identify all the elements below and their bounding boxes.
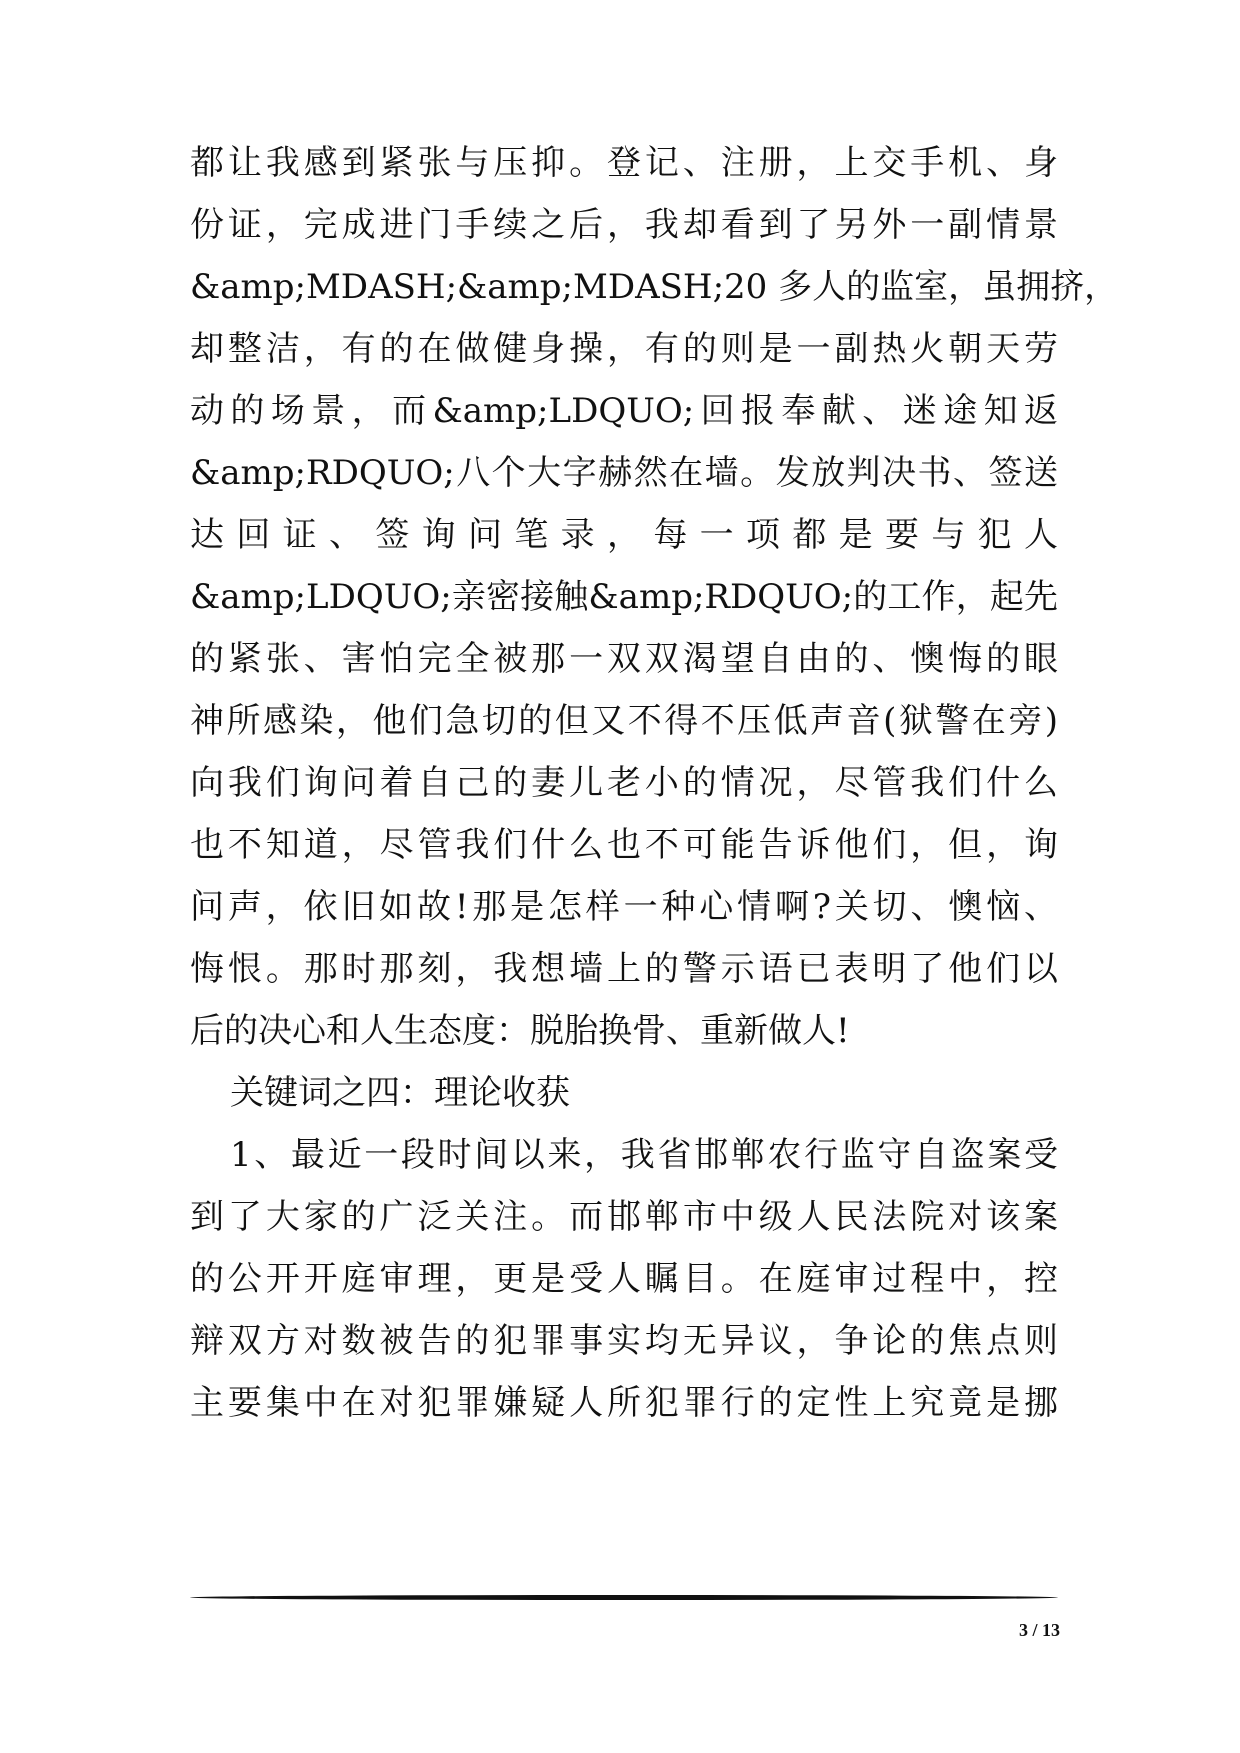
body-text-line: 动的场景，而&amp;LDQUO;回报奉献、迷途知返 (190, 391, 1058, 431)
body-text-line: 的公开开庭审理，更是受人瞩目。在庭审过程中，控 (190, 1259, 1058, 1299)
body-text-line: 都让我感到紧张与压抑。登记、注册，上交手机、身 (190, 143, 1058, 183)
body-text-line: 1、最近一段时间以来，我省邯郸农行监守自盗案受 (230, 1135, 1058, 1175)
body-text-line: 的紧张、害怕完全被那一双双渴望自由的、懊悔的眼 (190, 639, 1058, 679)
body-text-line: 到了大家的广泛关注。而邯郸市中级人民法院对该案 (190, 1197, 1058, 1237)
body-text-line: 辩双方对数被告的犯罪事实均无异议，争论的焦点则 (190, 1321, 1058, 1361)
body-text-line: &amp;LDQUO;亲密接触&amp;RDQUO;的工作，起先 (190, 577, 1058, 617)
page-number: 3 / 13 (1018, 1620, 1060, 1640)
body-text-line: &amp;RDQUO;八个大字赫然在墙。发放判决书、签送 (190, 453, 1058, 493)
section-heading: 关键词之四：理论收获 (230, 1073, 570, 1113)
body-text-line: 后的决心和人生态度：脱胎换骨、重新做人! (190, 1011, 850, 1051)
body-text-line: 悔恨。那时那刻，我想墙上的警示语已表明了他们以 (190, 949, 1058, 989)
body-text-line: 神所感染，他们急切的但又不得不压低声音(狱警在旁) (190, 701, 1058, 741)
body-text-line: 份证，完成进门手续之后，我却看到了另外一副情景 (190, 205, 1058, 245)
footer-divider (190, 1595, 1058, 1600)
body-text-line: 问声，依旧如故!那是怎样一种心情啊?关切、懊恼、 (190, 887, 1058, 927)
body-text-line: &amp;MDASH;&amp;MDASH;20 多人的监室，虽拥挤， (190, 267, 1119, 307)
body-text-line: 向我们询问着自己的妻儿老小的情况，尽管我们什么 (190, 763, 1058, 803)
body-text-line: 却整洁，有的在做健身操，有的则是一副热火朝天劳 (190, 329, 1058, 369)
body-text-line: 主要集中在对犯罪嫌疑人所犯罪行的定性上究竟是挪 (190, 1383, 1058, 1423)
body-text-line: 也不知道，尽管我们什么也不可能告诉他们，但，询 (190, 825, 1058, 865)
body-text-line: 达回证、签询问笔录，每一项都是要与犯人 (190, 515, 1058, 555)
